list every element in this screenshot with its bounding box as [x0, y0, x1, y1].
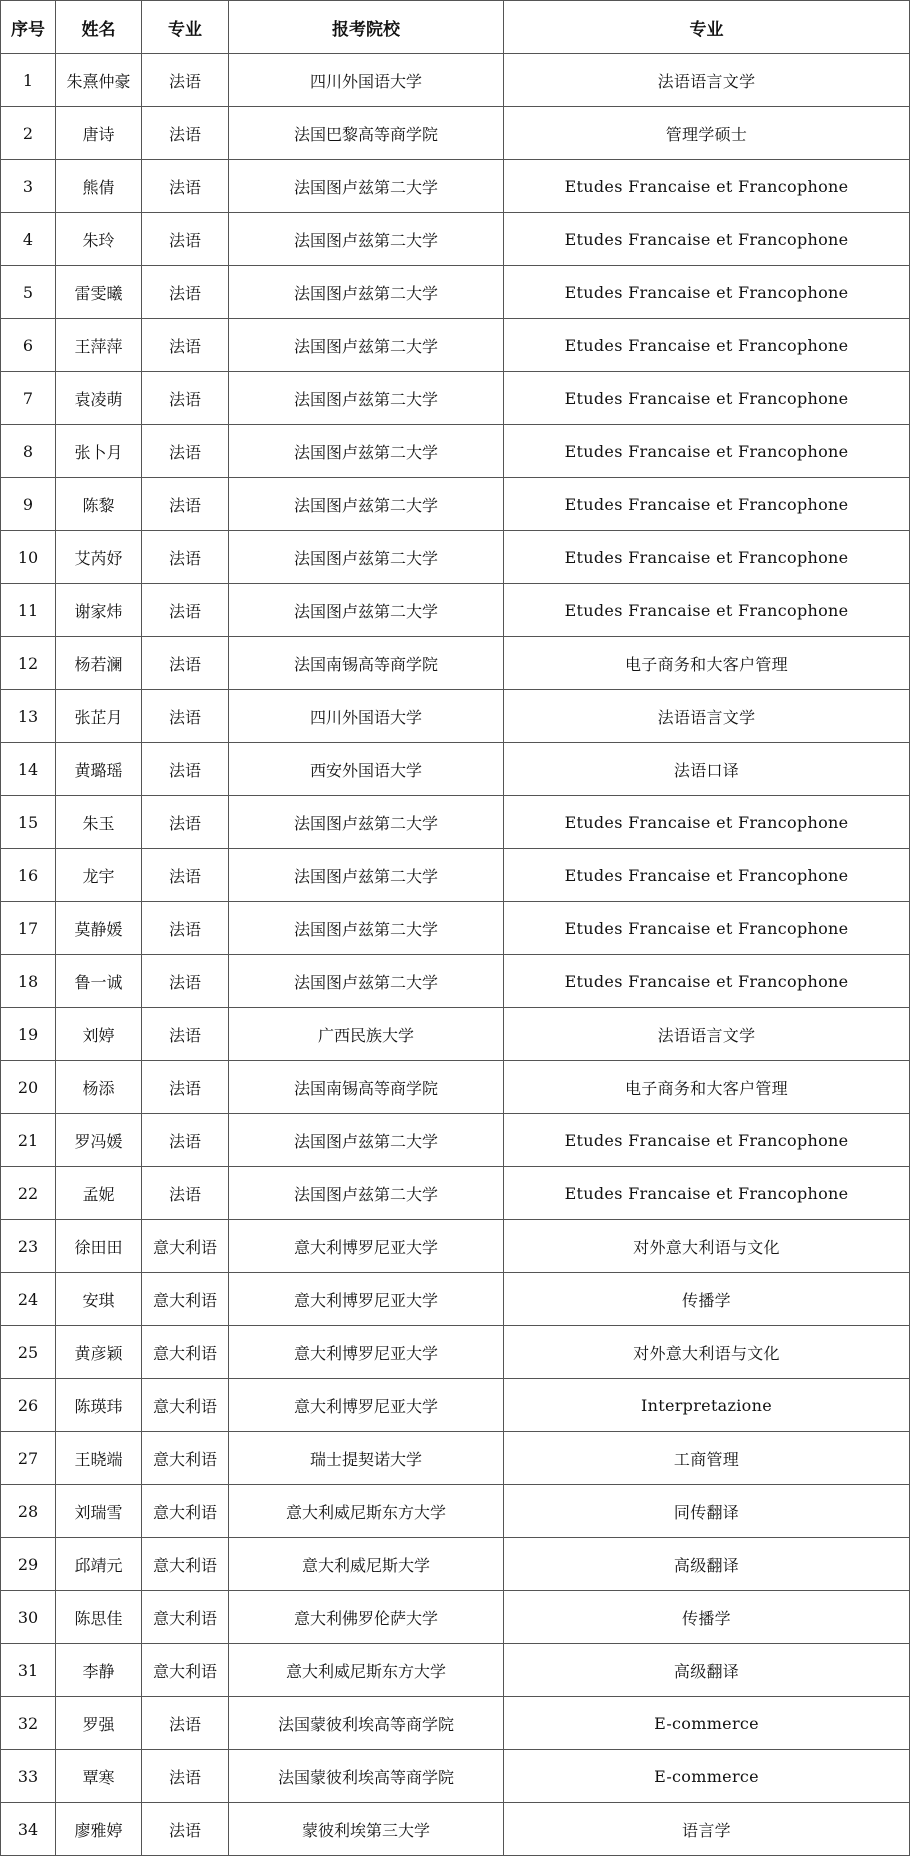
- cell-language-major: 法语: [142, 319, 229, 372]
- cell-name: 鲁一诚: [56, 955, 142, 1008]
- cell-program: Etudes Francaise et Francophone: [504, 425, 910, 478]
- cell-school: 意大利博罗尼亚大学: [229, 1326, 504, 1379]
- table-row: [1, 1432, 910, 1485]
- cell-school: 法国图卢兹第二大学: [229, 213, 504, 266]
- cell-school: 意大利威尼斯东方大学: [229, 1644, 504, 1697]
- cell-program: 传播学: [504, 1273, 910, 1326]
- header-school: 报考院校: [229, 1, 504, 54]
- cell-name: 熊倩: [56, 160, 142, 213]
- cell-index: 22: [1, 1167, 56, 1220]
- cell-language-major: 法语: [142, 1114, 229, 1167]
- cell-name: 王萍萍: [56, 319, 142, 372]
- table-row: [1, 1697, 910, 1750]
- cell-index: 23: [1, 1220, 56, 1273]
- table-row: [1, 160, 910, 213]
- table-row: [1, 1538, 910, 1591]
- table-row: [1, 637, 910, 690]
- cell-program: 传播学: [504, 1591, 910, 1644]
- cell-program: E-commerce: [504, 1750, 910, 1803]
- cell-language-major: 意大利语: [142, 1538, 229, 1591]
- cell-school: 法国图卢兹第二大学: [229, 266, 504, 319]
- cell-program: 电子商务和大客户管理: [504, 637, 910, 690]
- cell-name: 朱熹仲豪: [56, 54, 142, 107]
- cell-name: 袁凌萌: [56, 372, 142, 425]
- table-row: [1, 1167, 910, 1220]
- table-row: [1, 1750, 910, 1803]
- cell-school: 法国图卢兹第二大学: [229, 902, 504, 955]
- table-row: [1, 955, 910, 1008]
- cell-school: 法国图卢兹第二大学: [229, 425, 504, 478]
- cell-program: Etudes Francaise et Francophone: [504, 1167, 910, 1220]
- table-row: [1, 213, 910, 266]
- cell-language-major: 法语: [142, 637, 229, 690]
- cell-language-major: 法语: [142, 425, 229, 478]
- cell-program: 同传翻译: [504, 1485, 910, 1538]
- cell-index: 19: [1, 1008, 56, 1061]
- cell-index: 10: [1, 531, 56, 584]
- cell-school: 法国图卢兹第二大学: [229, 955, 504, 1008]
- cell-name: 张卜月: [56, 425, 142, 478]
- cell-index: 2: [1, 107, 56, 160]
- cell-index: 14: [1, 743, 56, 796]
- cell-school: 法国巴黎高等商学院: [229, 107, 504, 160]
- cell-name: 覃寒: [56, 1750, 142, 1803]
- table-body: [1, 54, 910, 1856]
- cell-school: 四川外国语大学: [229, 54, 504, 107]
- cell-language-major: 法语: [142, 1697, 229, 1750]
- cell-language-major: 法语: [142, 690, 229, 743]
- cell-index: 25: [1, 1326, 56, 1379]
- cell-language-major: 法语: [142, 1750, 229, 1803]
- cell-name: 张芷月: [56, 690, 142, 743]
- cell-language-major: 法语: [142, 743, 229, 796]
- cell-program: Etudes Francaise et Francophone: [504, 372, 910, 425]
- cell-program: Etudes Francaise et Francophone: [504, 1114, 910, 1167]
- cell-school: 法国图卢兹第二大学: [229, 372, 504, 425]
- cell-program: Etudes Francaise et Francophone: [504, 796, 910, 849]
- cell-index: 31: [1, 1644, 56, 1697]
- cell-index: 17: [1, 902, 56, 955]
- table-row: [1, 690, 910, 743]
- cell-index: 29: [1, 1538, 56, 1591]
- cell-index: 26: [1, 1379, 56, 1432]
- table-row: [1, 1273, 910, 1326]
- cell-language-major: 意大利语: [142, 1644, 229, 1697]
- cell-program: Etudes Francaise et Francophone: [504, 160, 910, 213]
- table-row: [1, 319, 910, 372]
- cell-name: 罗冯媛: [56, 1114, 142, 1167]
- cell-language-major: 法语: [142, 1167, 229, 1220]
- cell-index: 34: [1, 1803, 56, 1856]
- cell-school: 法国图卢兹第二大学: [229, 1167, 504, 1220]
- cell-program: Etudes Francaise et Francophone: [504, 584, 910, 637]
- table-row: [1, 796, 910, 849]
- cell-school: 四川外国语大学: [229, 690, 504, 743]
- cell-language-major: 法语: [142, 1061, 229, 1114]
- cell-school: 蒙彼利埃第三大学: [229, 1803, 504, 1856]
- table-row: [1, 478, 910, 531]
- cell-language-major: 法语: [142, 1008, 229, 1061]
- cell-name: 龙宇: [56, 849, 142, 902]
- cell-index: 11: [1, 584, 56, 637]
- cell-language-major: 法语: [142, 531, 229, 584]
- cell-index: 12: [1, 637, 56, 690]
- cell-name: 刘婷: [56, 1008, 142, 1061]
- cell-name: 廖雅婷: [56, 1803, 142, 1856]
- cell-school: 法国南锡高等商学院: [229, 637, 504, 690]
- cell-school: 法国图卢兹第二大学: [229, 584, 504, 637]
- table-row: [1, 1591, 910, 1644]
- cell-index: 7: [1, 372, 56, 425]
- cell-index: 15: [1, 796, 56, 849]
- cell-program: Etudes Francaise et Francophone: [504, 478, 910, 531]
- cell-language-major: 法语: [142, 584, 229, 637]
- cell-index: 32: [1, 1697, 56, 1750]
- cell-language-major: 意大利语: [142, 1379, 229, 1432]
- cell-name: 罗强: [56, 1697, 142, 1750]
- cell-language-major: 法语: [142, 796, 229, 849]
- cell-language-major: 法语: [142, 213, 229, 266]
- cell-language-major: 法语: [142, 107, 229, 160]
- cell-language-major: 意大利语: [142, 1220, 229, 1273]
- cell-program: Etudes Francaise et Francophone: [504, 531, 910, 584]
- cell-name: 王晓端: [56, 1432, 142, 1485]
- cell-school: 西安外国语大学: [229, 743, 504, 796]
- cell-name: 邱靖元: [56, 1538, 142, 1591]
- table-header: [1, 1, 910, 54]
- header-index: 序号: [1, 1, 56, 54]
- table-row: [1, 849, 910, 902]
- table-row: [1, 1644, 910, 1697]
- cell-language-major: 意大利语: [142, 1273, 229, 1326]
- cell-program: 法语口译: [504, 743, 910, 796]
- cell-language-major: 法语: [142, 372, 229, 425]
- header-name: 姓名: [56, 1, 142, 54]
- cell-language-major: 法语: [142, 955, 229, 1008]
- cell-name: 朱玲: [56, 213, 142, 266]
- cell-language-major: 法语: [142, 902, 229, 955]
- cell-index: 13: [1, 690, 56, 743]
- table-row: [1, 584, 910, 637]
- table-row: [1, 1008, 910, 1061]
- cell-school: 法国图卢兹第二大学: [229, 796, 504, 849]
- cell-index: 4: [1, 213, 56, 266]
- cell-name: 唐诗: [56, 107, 142, 160]
- cell-school: 法国图卢兹第二大学: [229, 319, 504, 372]
- cell-index: 1: [1, 54, 56, 107]
- cell-program: 语言学: [504, 1803, 910, 1856]
- cell-index: 30: [1, 1591, 56, 1644]
- cell-name: 陈思佳: [56, 1591, 142, 1644]
- cell-language-major: 意大利语: [142, 1432, 229, 1485]
- cell-program: 法语语言文学: [504, 54, 910, 107]
- table-row: [1, 1803, 910, 1856]
- cell-program: Etudes Francaise et Francophone: [504, 955, 910, 1008]
- cell-program: Etudes Francaise et Francophone: [504, 902, 910, 955]
- cell-program: 电子商务和大客户管理: [504, 1061, 910, 1114]
- cell-name: 黄彦颖: [56, 1326, 142, 1379]
- cell-program: 高级翻译: [504, 1644, 910, 1697]
- header-language-major: 专业: [142, 1, 229, 54]
- table-row: [1, 1379, 910, 1432]
- cell-school: 广西民族大学: [229, 1008, 504, 1061]
- cell-name: 朱玉: [56, 796, 142, 849]
- cell-index: 5: [1, 266, 56, 319]
- cell-language-major: 意大利语: [142, 1326, 229, 1379]
- cell-program: Etudes Francaise et Francophone: [504, 213, 910, 266]
- cell-school: 法国图卢兹第二大学: [229, 160, 504, 213]
- cell-name: 莫静媛: [56, 902, 142, 955]
- cell-program: E-commerce: [504, 1697, 910, 1750]
- cell-index: 18: [1, 955, 56, 1008]
- table-row: [1, 531, 910, 584]
- cell-name: 艾芮妤: [56, 531, 142, 584]
- cell-language-major: 法语: [142, 478, 229, 531]
- table-row: [1, 743, 910, 796]
- cell-school: 意大利博罗尼亚大学: [229, 1273, 504, 1326]
- table-row: [1, 1485, 910, 1538]
- cell-name: 陈黎: [56, 478, 142, 531]
- cell-school: 法国图卢兹第二大学: [229, 849, 504, 902]
- cell-language-major: 法语: [142, 849, 229, 902]
- cell-program: Etudes Francaise et Francophone: [504, 266, 910, 319]
- cell-school: 法国南锡高等商学院: [229, 1061, 504, 1114]
- cell-index: 6: [1, 319, 56, 372]
- header-row: [1, 1, 910, 54]
- cell-name: 杨若澜: [56, 637, 142, 690]
- cell-name: 黄璐瑶: [56, 743, 142, 796]
- cell-school: 法国图卢兹第二大学: [229, 1114, 504, 1167]
- cell-school: 法国图卢兹第二大学: [229, 531, 504, 584]
- cell-index: 8: [1, 425, 56, 478]
- cell-program: 对外意大利语与文化: [504, 1326, 910, 1379]
- cell-index: 28: [1, 1485, 56, 1538]
- cell-language-major: 法语: [142, 160, 229, 213]
- table-row: [1, 54, 910, 107]
- cell-name: 孟妮: [56, 1167, 142, 1220]
- cell-index: 27: [1, 1432, 56, 1485]
- cell-program: Interpretazione: [504, 1379, 910, 1432]
- cell-index: 3: [1, 160, 56, 213]
- cell-school: 意大利佛罗伦萨大学: [229, 1591, 504, 1644]
- table-row: [1, 1114, 910, 1167]
- cell-name: 李静: [56, 1644, 142, 1697]
- cell-school: 意大利威尼斯大学: [229, 1538, 504, 1591]
- cell-name: 安琪: [56, 1273, 142, 1326]
- cell-school: 法国图卢兹第二大学: [229, 478, 504, 531]
- cell-program: 法语语言文学: [504, 690, 910, 743]
- cell-language-major: 意大利语: [142, 1485, 229, 1538]
- table-row: [1, 372, 910, 425]
- cell-program: 工商管理: [504, 1432, 910, 1485]
- table-row: [1, 1220, 910, 1273]
- cell-program: 管理学硕士: [504, 107, 910, 160]
- table-row: [1, 266, 910, 319]
- cell-language-major: 法语: [142, 1803, 229, 1856]
- cell-name: 杨添: [56, 1061, 142, 1114]
- cell-program: 高级翻译: [504, 1538, 910, 1591]
- cell-school: 意大利博罗尼亚大学: [229, 1379, 504, 1432]
- cell-name: 雷雯曦: [56, 266, 142, 319]
- cell-program: 对外意大利语与文化: [504, 1220, 910, 1273]
- cell-name: 刘瑞雪: [56, 1485, 142, 1538]
- cell-language-major: 法语: [142, 54, 229, 107]
- cell-index: 9: [1, 478, 56, 531]
- cell-program: Etudes Francaise et Francophone: [504, 849, 910, 902]
- cell-program: 法语语言文学: [504, 1008, 910, 1061]
- cell-school: 法国蒙彼利埃高等商学院: [229, 1750, 504, 1803]
- cell-index: 21: [1, 1114, 56, 1167]
- cell-name: 徐田田: [56, 1220, 142, 1273]
- cell-school: 法国蒙彼利埃高等商学院: [229, 1697, 504, 1750]
- cell-index: 16: [1, 849, 56, 902]
- table-row: [1, 107, 910, 160]
- cell-name: 谢家炜: [56, 584, 142, 637]
- cell-program: Etudes Francaise et Francophone: [504, 319, 910, 372]
- cell-school: 意大利威尼斯东方大学: [229, 1485, 504, 1538]
- table-row: [1, 1326, 910, 1379]
- cell-index: 24: [1, 1273, 56, 1326]
- cell-name: 陈瑛玮: [56, 1379, 142, 1432]
- cell-school: 意大利博罗尼亚大学: [229, 1220, 504, 1273]
- cell-index: 20: [1, 1061, 56, 1114]
- cell-index: 33: [1, 1750, 56, 1803]
- cell-language-major: 意大利语: [142, 1591, 229, 1644]
- table-row: [1, 1061, 910, 1114]
- table-row: [1, 902, 910, 955]
- cell-school: 瑞士提契诺大学: [229, 1432, 504, 1485]
- table-row: [1, 425, 910, 478]
- header-program: 专业: [504, 1, 910, 54]
- cell-language-major: 法语: [142, 266, 229, 319]
